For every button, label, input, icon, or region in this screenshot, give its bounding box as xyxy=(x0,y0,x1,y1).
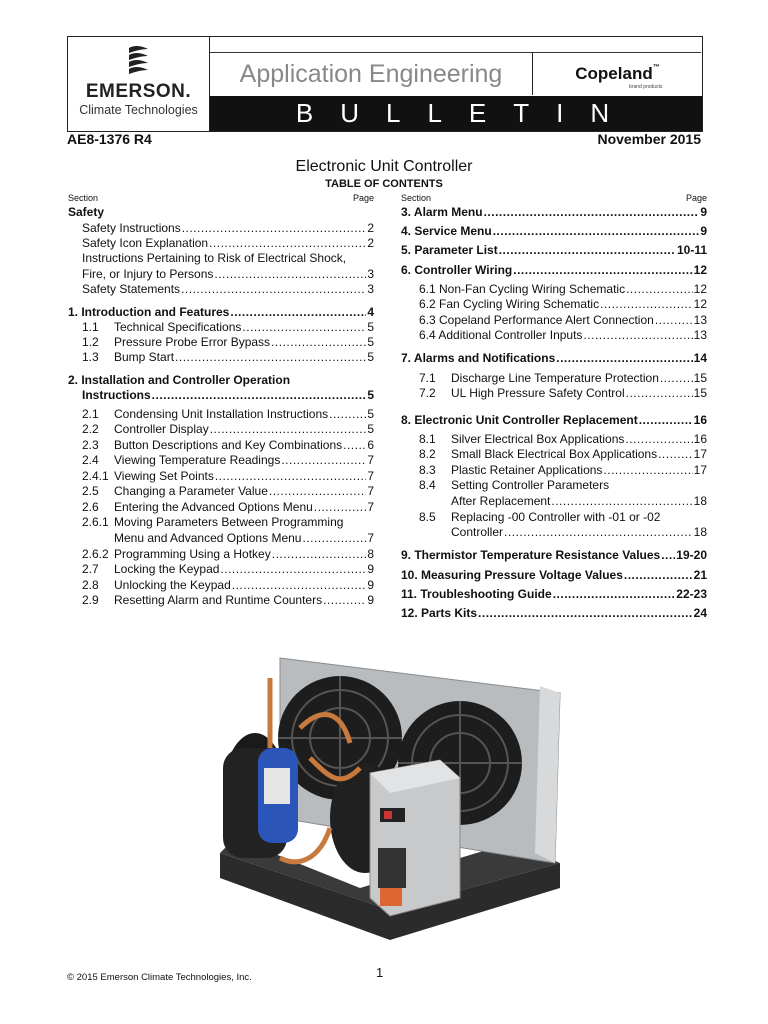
toc-entry-label xyxy=(82,251,346,265)
toc-entry-label xyxy=(401,548,660,562)
toc-entry-title: Bump Start xyxy=(114,350,175,364)
toc-entry-page: 5 xyxy=(367,422,374,436)
toc-entry-number: 2.6 xyxy=(82,500,99,514)
toc-entry-page: 22-23 xyxy=(676,587,707,601)
toc-entry-label xyxy=(419,463,602,477)
toc-entry-number: 2.5 xyxy=(82,484,99,498)
toc-entry-page: 8 xyxy=(367,547,374,561)
toc-entry-title: Replacing -00 Controller with -01 or -02 xyxy=(451,510,661,524)
toc-entry xyxy=(419,328,707,342)
toc-entry xyxy=(401,548,707,562)
toc-leader-dots xyxy=(302,531,366,545)
toc-entry-title: Condensing Unit Installation Instructions xyxy=(114,407,329,421)
toc-entry-page: 21 xyxy=(693,568,707,582)
toc-entry-page: 16 xyxy=(693,413,707,427)
toc-entry-label xyxy=(401,224,492,238)
toc-left-column xyxy=(68,193,374,607)
toc-entry-page: 12 xyxy=(693,297,707,311)
toc-entry xyxy=(82,578,374,592)
toc-entry xyxy=(401,351,707,365)
toc-entry xyxy=(68,205,374,219)
toc-entry-label xyxy=(401,243,498,257)
toc-entry-title: Moving Parameters Between Programming xyxy=(114,515,344,529)
toc-entry xyxy=(82,593,374,607)
toc-entry-number: 8.3 xyxy=(419,463,436,477)
emerson-logo xyxy=(68,37,210,131)
toc-entry-label xyxy=(419,371,659,385)
toc-entry-page: 9 xyxy=(367,578,374,592)
toc-entry xyxy=(68,305,374,319)
toc-entry-title: Small Black Electrical Box Applications xyxy=(451,447,658,461)
toc-entry-page: 5 xyxy=(367,335,374,349)
toc-entry-number: Safety Statements xyxy=(82,282,181,296)
toc-entry-number: 7. Alarms and Notifications xyxy=(401,351,556,365)
toc-entry-label xyxy=(419,282,625,296)
toc-entry-number: Fire, or Injury to Persons xyxy=(82,267,214,281)
toc-leader-dots xyxy=(625,432,692,446)
toc-entry xyxy=(401,205,707,219)
toc-leader-dots xyxy=(329,407,366,421)
page-label: Page xyxy=(352,193,374,203)
toc-entry-number: 2.6.2 xyxy=(82,547,109,561)
toc-entry-label xyxy=(419,297,599,311)
toc-entry-title: Changing a Parameter Value xyxy=(114,484,268,498)
toc-entry-label xyxy=(82,500,313,514)
toc-leader-dots xyxy=(323,593,366,607)
toc-entry xyxy=(82,407,374,421)
toc-entry-label xyxy=(68,305,229,319)
toc-entry-label xyxy=(82,422,209,436)
toc-entry-label xyxy=(401,568,623,582)
toc-entry-label xyxy=(82,547,271,561)
toc-entry-page: 17 xyxy=(693,447,707,461)
toc-leader-dots xyxy=(182,221,367,235)
section-label: Section xyxy=(401,193,432,203)
toc-leader-dots xyxy=(152,388,367,402)
toc-entry xyxy=(419,386,707,400)
toc-leader-dots xyxy=(220,562,366,576)
toc-leader-dots xyxy=(242,320,366,334)
toc-entry-page: 2 xyxy=(367,221,374,235)
toc-entry-number: 9. Thermistor Temperature Resistance Values xyxy=(401,548,661,562)
toc-entry xyxy=(419,525,707,539)
toc-entry-number: 2.1 xyxy=(82,407,99,421)
toc-leader-dots xyxy=(626,386,693,400)
toc-entry xyxy=(82,335,374,349)
toc-entry-number: 8.4 xyxy=(419,478,436,492)
toc-leader-dots xyxy=(556,351,692,365)
toc-entry xyxy=(82,484,374,498)
toc-entry-title: After Replacement xyxy=(451,494,551,508)
toc-entry-page: 19-20 xyxy=(676,548,707,562)
toc-entry-label xyxy=(82,267,213,281)
toc-entry-page: 17 xyxy=(693,463,707,477)
toc-entry-label xyxy=(82,221,181,235)
toc-entry-title: Viewing Set Points xyxy=(114,469,214,483)
toc-entry-number: 8.1 xyxy=(419,432,436,446)
toc-leader-dots xyxy=(210,422,367,436)
condensing-unit-photo xyxy=(210,648,562,940)
toc-entry xyxy=(68,373,374,387)
toc-entry-number: 2.3 xyxy=(82,438,99,452)
toc-entry-page: 16 xyxy=(693,432,707,446)
toc-entry-label xyxy=(82,578,231,592)
page-label: Page xyxy=(685,193,707,203)
toc-entry-label xyxy=(82,515,343,529)
toc-entry-title: Silver Electrical Box Applications xyxy=(451,432,625,446)
toc-entry xyxy=(82,320,374,334)
toc-entry-number: 4. Service Menu xyxy=(401,224,492,238)
toc-entry xyxy=(419,494,707,508)
toc-entry-label xyxy=(68,373,290,387)
toc-leader-dots xyxy=(655,313,693,327)
toc-entry-page: 6 xyxy=(367,438,374,452)
toc-entry-number: Instructions Pertaining to Risk of Electrical Shock, xyxy=(82,251,347,265)
toc-entry-label xyxy=(419,432,624,446)
toc-entry xyxy=(401,587,707,601)
toc-entry-page: 15 xyxy=(693,371,707,385)
toc-entry-page: 18 xyxy=(693,525,707,539)
toc-entry-label xyxy=(82,593,322,607)
toc-entry xyxy=(82,500,374,514)
toc-entry-number: 3. Alarm Menu xyxy=(401,205,483,219)
toc-entry-page: 5 xyxy=(367,407,374,421)
toc-entry-label xyxy=(82,350,174,364)
toc-entry xyxy=(82,453,374,467)
company-subtitle: Climate Technologies xyxy=(79,103,198,117)
toc-entry xyxy=(419,313,707,327)
toc-entry-title: Discharge Line Temperature Protection xyxy=(451,371,659,385)
toc-right-column xyxy=(401,193,707,620)
toc-entry-number: 6.4 Additional Controller Inputs xyxy=(419,328,583,342)
toc-entry xyxy=(82,282,374,296)
toc-entry xyxy=(419,478,707,492)
toc-entry xyxy=(82,267,374,281)
toc-entry-number: 2. Installation and Controller Operation xyxy=(68,373,291,387)
toc-entry-label xyxy=(419,313,654,327)
toc-entry-page: 13 xyxy=(693,328,707,342)
toc-entry-number: 2.6.1 xyxy=(82,515,109,529)
toc-entry-title: Button Descriptions and Key Combinations xyxy=(114,438,343,452)
brand-subtitle: brand products xyxy=(629,84,663,90)
toc-entry-number: 8.2 xyxy=(419,447,436,461)
toc-entry xyxy=(82,221,374,235)
toc-entry-page: 5 xyxy=(367,388,374,402)
toc-entry-number: 7.2 xyxy=(419,386,436,400)
toc-leader-dots xyxy=(513,263,692,277)
app-engineering-title: Application Engineering xyxy=(239,60,503,88)
toc-leader-dots xyxy=(343,438,366,452)
toc-leader-dots xyxy=(504,525,693,539)
toc-entry-label xyxy=(82,562,219,576)
toc-leader-dots xyxy=(551,494,692,508)
toc-leader-dots xyxy=(269,484,366,498)
toc-entry xyxy=(401,263,707,277)
toc-entry-label xyxy=(401,263,512,277)
toc-leader-dots xyxy=(175,350,366,364)
toc-entry-label xyxy=(82,438,342,452)
toc-entry-number: 2.7 xyxy=(82,562,99,576)
toc-leader-dots xyxy=(624,568,693,582)
toc-leader-dots xyxy=(215,469,366,483)
toc-entry-label xyxy=(419,386,625,400)
toc-entry-number: 2.9 xyxy=(82,593,99,607)
emerson-mark-icon xyxy=(68,37,209,82)
toc-entry-number: 8.5 xyxy=(419,510,436,524)
toc-entry xyxy=(401,413,707,427)
toc-entry-number: 5. Parameter List xyxy=(401,243,498,257)
toc-entry-label xyxy=(82,236,208,250)
toc-entry-page: 3 xyxy=(367,282,374,296)
toc-entry-title: Pressure Probe Error Bypass xyxy=(114,335,271,349)
copeland-logo xyxy=(532,53,702,95)
toc-entry-number: 6.1 Non-Fan Cycling Wiring Schematic xyxy=(419,282,626,296)
toc-entry-label xyxy=(82,407,328,421)
toc-entry-page: 9 xyxy=(700,205,707,219)
toc-entry xyxy=(82,251,374,265)
toc-entry-page: 3 xyxy=(367,267,374,281)
toc-entry-number: 2.8 xyxy=(82,578,99,592)
toc-leader-dots xyxy=(658,447,693,461)
section-label: Section xyxy=(68,193,99,203)
toc-entry xyxy=(419,432,707,446)
toc-entry-page: 9 xyxy=(700,224,707,238)
toc-entry-number: Safety xyxy=(68,205,105,219)
toc-entry-label xyxy=(82,320,241,334)
brand-name: Copeland xyxy=(575,64,653,83)
toc-entry-title: Setting Controller Parameters xyxy=(451,478,610,492)
toc-entry-label xyxy=(82,335,270,349)
toc-entry-title: Controller Display xyxy=(114,422,209,436)
toc-entry-title: Resetting Alarm and Runtime Counters xyxy=(114,593,323,607)
toc-entry-title: Entering the Advanced Options Menu xyxy=(114,500,313,514)
toc-entry-page: 13 xyxy=(693,313,707,327)
toc-entry xyxy=(419,447,707,461)
toc-entry-title: Plastic Retainer Applications xyxy=(451,463,603,477)
toc-entry-label xyxy=(419,447,657,461)
toc-entry xyxy=(82,388,374,402)
toc-entry-number: 10. Measuring Pressure Voltage Values xyxy=(401,568,623,582)
toc-leader-dots xyxy=(639,413,693,427)
toc-entry-label xyxy=(82,469,214,483)
doc-date: November 2015 xyxy=(597,131,701,147)
toc-entry xyxy=(419,371,707,385)
toc-entry-number: 2.4 xyxy=(82,453,99,467)
toc-entry-number: 1.2 xyxy=(82,335,99,349)
toc-entry-number: 2.2 xyxy=(82,422,99,436)
toc-leader-dots xyxy=(603,463,692,477)
toc-entry-page: 12 xyxy=(693,282,707,296)
brand-tm: ™ xyxy=(652,64,660,71)
toc-entry-number: 1. Introduction and Features xyxy=(68,305,230,319)
toc-entry xyxy=(82,469,374,483)
page-title: Electronic Unit Controller xyxy=(295,158,473,175)
toc-entry-label xyxy=(419,510,660,524)
toc-leader-dots xyxy=(626,282,693,296)
toc-entry-number: Instructions xyxy=(82,388,151,402)
toc-entry-page: 14 xyxy=(693,351,707,365)
toc-entry-label xyxy=(419,494,550,508)
toc-entry-number: 12. Parts Kits xyxy=(401,606,478,620)
toc-leader-dots xyxy=(661,548,675,562)
toc-entry-page: 18 xyxy=(693,494,707,508)
bulletin-bar xyxy=(210,96,702,131)
toc-leader-dots xyxy=(230,305,366,319)
toc-entry-title: Unlocking the Keypad xyxy=(114,578,231,592)
toc-entry-page: 7 xyxy=(367,484,374,498)
toc-entry-label xyxy=(401,606,477,620)
toc-title: TABLE OF CONTENTS xyxy=(325,178,443,190)
toc-entry xyxy=(401,224,707,238)
toc-entry-title: Programming Using a Hotkey xyxy=(114,547,271,561)
toc-entry-number: 8. Electronic Unit Controller Replacement xyxy=(401,413,638,427)
toc-leader-dots xyxy=(493,224,700,238)
toc-entry-title: Controller xyxy=(451,525,504,539)
toc-leader-dots xyxy=(600,297,693,311)
toc-entry-label xyxy=(401,413,638,427)
toc-entry-page: 5 xyxy=(367,320,374,334)
toc-entry-title: Viewing Temperature Readings xyxy=(114,453,281,467)
toc-leader-dots xyxy=(181,282,366,296)
toc-entry-label xyxy=(401,587,552,601)
toc-entry-page: 4 xyxy=(367,305,374,319)
toc-leader-dots xyxy=(660,371,693,385)
toc-entry-number: Safety Icon Explanation xyxy=(82,236,209,250)
toc-entry-number: 2.4.1 xyxy=(82,469,109,483)
toc-entry-title: Locking the Keypad xyxy=(114,562,220,576)
toc-entry-label xyxy=(419,478,609,492)
toc-leader-dots xyxy=(209,236,366,250)
toc-entry-label xyxy=(82,531,301,545)
toc-entry-title: Technical Specifications xyxy=(114,320,242,334)
toc-entry xyxy=(82,236,374,250)
toc-entry xyxy=(401,243,707,257)
bulletin-label: BULLETIN xyxy=(295,98,637,128)
toc-entry xyxy=(82,515,374,529)
toc-entry-page: 24 xyxy=(693,606,707,620)
toc-entry-label xyxy=(82,484,268,498)
toc-entry-page: 15 xyxy=(693,386,707,400)
toc-entry-number: 1.1 xyxy=(82,320,99,334)
toc-entry-page: 7 xyxy=(367,469,374,483)
toc-entry xyxy=(419,510,707,524)
toc-entry-page: 7 xyxy=(367,531,374,545)
toc-entry-label xyxy=(68,205,104,219)
toc-leader-dots xyxy=(214,267,366,281)
toc-entry-title: UL High Pressure Safety Control xyxy=(451,386,625,400)
toc-entry-label xyxy=(401,205,483,219)
toc-entry xyxy=(401,606,707,620)
toc-leader-dots xyxy=(553,587,676,601)
copyright: © 2015 Emerson Climate Technologies, Inc. xyxy=(67,972,252,983)
toc-entry-number: 6. Controller Wiring xyxy=(401,263,513,277)
toc-entry xyxy=(82,422,374,436)
toc-entry-page: 9 xyxy=(367,593,374,607)
toc-leader-dots xyxy=(271,335,366,349)
company-name: EMERSON. xyxy=(85,81,192,102)
toc-leader-dots xyxy=(484,205,700,219)
toc-leader-dots xyxy=(499,243,676,257)
toc-leader-dots xyxy=(272,547,367,561)
toc-entry-number: Safety Instructions xyxy=(82,221,181,235)
toc-entry xyxy=(401,568,707,582)
toc-entry xyxy=(419,282,707,296)
toc-entry-label xyxy=(82,453,280,467)
toc-entry-number: 7.1 xyxy=(419,371,436,385)
toc-entry-title: Menu and Advanced Options Menu xyxy=(114,531,302,545)
toc-entry-number: 6.3 Copeland Performance Alert Connection xyxy=(419,313,654,327)
toc-entry xyxy=(82,562,374,576)
toc-entry-page: 10-11 xyxy=(676,243,707,257)
toc-entry-label xyxy=(82,388,151,402)
toc-entry xyxy=(419,297,707,311)
toc-entry xyxy=(82,547,374,561)
toc-leader-dots xyxy=(281,453,366,467)
toc-leader-dots xyxy=(478,606,693,620)
toc-entry-page: 2 xyxy=(367,236,374,250)
bulletin-header xyxy=(67,36,703,132)
toc-entry xyxy=(82,531,374,545)
page-number: 1 xyxy=(376,965,384,980)
toc-entry-number: 6.2 Fan Cycling Wiring Schematic xyxy=(419,297,600,311)
toc-entry-number: 11. Troubleshooting Guide xyxy=(401,587,552,601)
doc-number: AE8-1376 R4 xyxy=(67,131,152,147)
toc-leader-dots xyxy=(314,500,367,514)
toc-entry-label xyxy=(82,282,180,296)
toc-entry-label xyxy=(419,525,503,539)
toc-leader-dots xyxy=(232,578,367,592)
toc-entry xyxy=(82,350,374,364)
toc-entry-page: 7 xyxy=(367,500,374,514)
toc-leader-dots xyxy=(583,328,692,342)
toc-entry-number: 1.3 xyxy=(82,350,99,364)
toc-entry-page: 9 xyxy=(367,562,374,576)
toc-entry-label xyxy=(419,328,582,342)
toc-entry-page: 5 xyxy=(367,350,374,364)
toc-entry xyxy=(82,438,374,452)
toc-entry xyxy=(419,463,707,477)
toc-entry-label xyxy=(401,351,555,365)
toc-entry-page: 7 xyxy=(367,453,374,467)
toc-entry-page: 12 xyxy=(693,263,707,277)
